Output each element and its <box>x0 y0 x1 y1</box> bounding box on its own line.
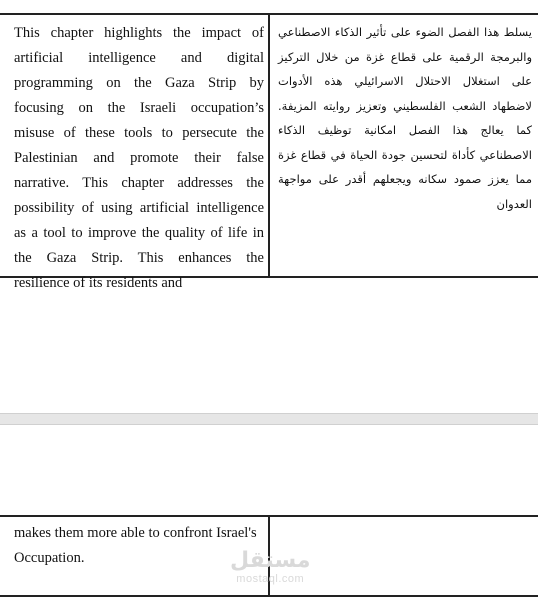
arabic-text-cell: يسلط هذا الفصل الضوء على تأثير الذكاء الاصطناعي والبرمجة الرقمية على قطاع غزة من خلال التركيز على استغلال الاحتلال الاسرائيلي هذه الأدوات لاضطهاد الشعب الفلسطيني وتعزيز روايته المزيفة. كما يعالج هذا الفصل امكانية توظيف الذكاء الاصطناعي كأداة لتحسين جودة الحياة في قطاع غزة مما يعزز صمود سكانه ويجعلهم أقدر على مواجهة العدوان <box>278 25 532 211</box>
english-text-cell: makes them more able to confront Israel's Occupation. <box>14 525 257 566</box>
watermark-arabic: مستقل <box>230 548 311 573</box>
document-page-2 <box>0 425 538 595</box>
translation-table-top <box>0 13 538 291</box>
column-divider <box>268 15 270 276</box>
english-text-cell: This chapter highlights the impact of artificial intelligence and digital programming on the Gaza Strip by focusing on the Israeli occupation’s misuse of these tools to persecute the Palestinian and promote their false narrative. This chapter addresses the possibility of using artificial intelligence as a tool to improve the quality of life in the Gaza Strip. This enhances the resilience of its residents and <box>14 25 264 291</box>
watermark-latin: mostaql.com <box>236 573 305 585</box>
mostaql-watermark <box>230 549 310 585</box>
page-separator <box>0 413 538 425</box>
